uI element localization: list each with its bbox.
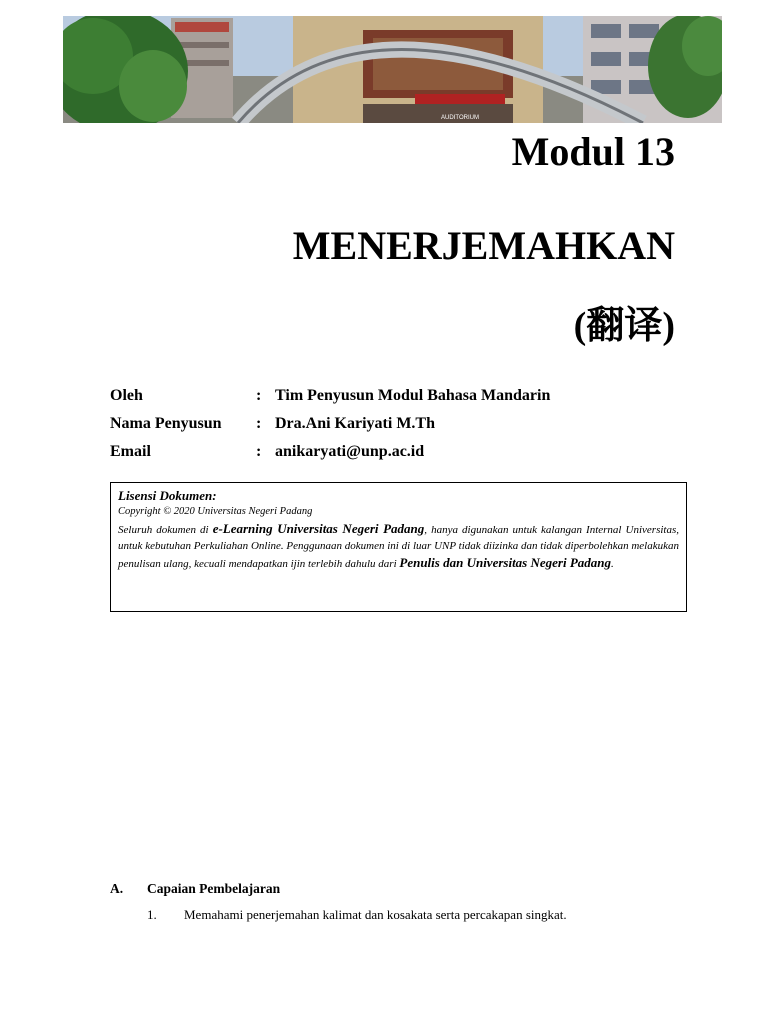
subtitle-open-paren: ( [573,305,587,347]
license-text [118,521,679,573]
module-number-title: Modul 13 [511,129,675,174]
license-text-part: Seluruh dokumen di [118,523,213,536]
meta-value: Dra.Ani Kariyati M.Th [275,415,435,432]
section-title: Capaian Pembelajaran [147,881,281,896]
meta-separator: : [256,415,262,432]
subtitle-chinese-text: 翻译 [586,303,663,347]
email-value[interactable]: anikaryati@unp.ac.id [275,443,425,460]
license-title: Lisensi Dokumen: [118,488,217,503]
list-item [147,907,567,923]
meta-separator: : [256,443,262,460]
header-banner-image [63,16,722,123]
section-letter: A. [110,881,124,896]
module-main-title: MENERJEMAHKAN [292,223,675,268]
author-row [110,382,550,410]
license-text-part: , hanya digunakan untuk kalangan Internal Universitas, untuk kebutuhan Perkuliahan Online. Penggunaan dokumen ini di luar UNP tidak diizinka dan tidak diperbolehkan melakukan penulisan ulang, kecuali mendapatkan ijin terlebih dahulu dari [118,523,680,570]
meta-label: Oleh [110,387,143,404]
license-elearning-name: e-Learning Universitas Negeri Padang [212,520,425,536]
meta-separator: : [256,387,262,404]
subtitle-close-paren: ) [662,305,675,347]
author-name-row [110,410,550,438]
license-copyright: Copyright © 2020 Universitas Negeri Padang [118,506,313,517]
author-info [110,382,550,466]
module-chinese-subtitle [574,294,675,349]
meta-label: Nama Penyusun [110,415,222,432]
email-row [110,438,550,466]
auditorium-sign: AUDITORIUM [441,115,479,121]
list-item-number: 1. [147,907,157,922]
license-box [110,482,687,612]
list-item-text: Memahami penerjemahan kalimat dan kosakata serta percakapan singkat. [184,907,567,922]
meta-label: Email [110,443,151,460]
section-heading [110,881,280,897]
license-text-part: . [611,557,614,570]
license-owner-name: Penulis dan Universitas Negeri Padang [399,554,612,570]
meta-value: Tim Penyusun Modul Bahasa Mandarin [275,387,551,404]
